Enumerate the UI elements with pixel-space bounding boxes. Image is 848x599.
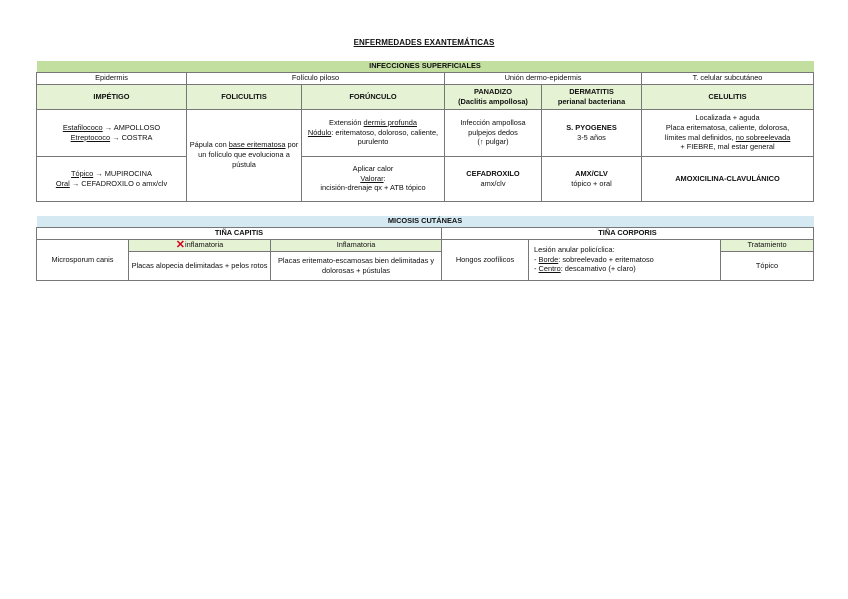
foliculitis-p2: base eritematosa <box>228 140 286 150</box>
forunculo-t2b: : <box>383 173 386 183</box>
panadizo-l2: pulpejos dedos <box>468 127 518 137</box>
infecciones-band: INFECCIONES SUPERFICIALES <box>37 61 814 72</box>
impetigo-ampolloso: → AMPOLLOSO <box>102 122 161 132</box>
header-foliculitis: FOLICULITIS <box>187 84 302 109</box>
hongos-zoofilicos: Hongos zoofílicos <box>442 239 529 280</box>
header-impetigo: IMPÉTIGO <box>37 84 187 109</box>
impetigo-estafilococo: Estafilococo <box>62 122 103 132</box>
tratamiento-topico: Tópico <box>721 251 814 280</box>
panadizo-l1: Infección ampollosa <box>460 117 526 127</box>
impetigo-mupirocina: → MUPIROCINA <box>93 168 152 178</box>
micosis-band: MICOSIS CUTÁNEAS <box>37 216 814 227</box>
foliculitis-p1: Pápula con <box>189 140 229 150</box>
infecciones-table <box>36 61 814 202</box>
dermatitis-subtitle: perianal bacteriana <box>557 96 626 106</box>
forunculo-t1: Aplicar calor <box>352 163 394 173</box>
forunculo-t3: incisión-drenaje qx + ATB tópico <box>320 183 426 193</box>
header-celulitis: CELULITIS <box>642 84 814 109</box>
dermatitis-tratamiento <box>542 156 642 201</box>
celulitis-tratamiento: AMOXICILINA-CLAVULÁNICO <box>642 156 814 201</box>
no-inflamatoria-header <box>129 239 271 251</box>
panadizo-title: PANADIZO <box>473 86 513 96</box>
inflamatoria-desc: Placas eritemato-escamosas bien delimitadas y dolorosas + pústulas <box>271 251 442 280</box>
celulitis-l4: + FIEBRE, mal estar general <box>680 142 775 152</box>
forunculo-l1a: Extensión <box>329 117 364 127</box>
lesion-anular: Lesión anular policíclica: <box>534 244 615 254</box>
no-inflamatoria-label: inflamatoria <box>185 240 224 249</box>
corporis-clinica: Lesión anular policíclica: - Borde: sobreelevado + eritematoso - Centro: descamativo (+ claro) <box>529 239 721 280</box>
group-union: Unión dermo-epidermis <box>445 72 642 84</box>
impetigo-tratamiento <box>37 156 187 201</box>
impetigo-topico: Tópico <box>71 168 94 178</box>
impetigo-costra: → COSTRA <box>110 132 153 142</box>
borde-label: Borde <box>538 254 559 264</box>
forunculo-clinica <box>302 109 445 156</box>
page-title: ENFERMEDADES EXANTEMÁTICAS <box>353 38 495 47</box>
header-dermatitis <box>542 84 642 109</box>
dermatitis-l2: 3-5 años <box>577 132 606 142</box>
tina-capitis-header: TIÑA CAPITIS <box>37 227 442 239</box>
dermatitis-t2: tópico + oral <box>571 178 612 188</box>
tina-corporis-header: TIÑA CORPORIS <box>442 227 814 239</box>
borde-desc: : sobreelevado + eritematoso <box>558 254 654 264</box>
cross-icon: ✕ <box>175 239 185 251</box>
foliculitis-p3: por un folículo que evoluciona a pústula <box>198 140 299 169</box>
impetigo-cefadroxilo: → CEFADROXILO o amx/clv <box>69 178 168 188</box>
panadizo-l3: (↑ pulgar) <box>477 137 509 147</box>
header-panadizo <box>445 84 542 109</box>
header-forunculo: FORÚNCULO <box>302 84 445 109</box>
centro-desc: : descamativo (+ claro) <box>560 264 636 274</box>
group-foliculo: Folículo piloso <box>187 72 445 84</box>
panadizo-subtitle: (Daclitis ampollosa) <box>458 96 528 106</box>
panadizo-t2: amx/clv <box>480 178 506 188</box>
no-inflamatoria-desc: Placas alopecia delimitadas + pelos rotos <box>129 251 271 280</box>
impetigo-oral: Oral <box>55 178 70 188</box>
dermatitis-clinica <box>542 109 642 156</box>
dermatitis-t1: AMX/CLV <box>575 168 608 178</box>
group-tcelular: T. celular subcutáneo <box>642 72 814 84</box>
microsporum-canis: Microsporum canis <box>37 239 129 280</box>
impetigo-estreptococo: Etreptococo <box>70 132 111 142</box>
foliculitis-desc <box>187 109 302 201</box>
dermatitis-title: DERMATITIS <box>569 86 614 96</box>
celulitis-l3a: límites mal definidos, <box>664 132 736 142</box>
forunculo-t2: Valorar <box>360 173 384 183</box>
forunculo-l1b: dermis profunda <box>363 117 417 127</box>
panadizo-tratamiento <box>445 156 542 201</box>
group-epidermis: Epidermis <box>37 72 187 84</box>
celulitis-l2: Placa eritematosa, caliente, dolorosa, <box>665 122 790 132</box>
micosis-table <box>36 216 814 281</box>
celulitis-clinica <box>642 109 814 156</box>
panadizo-t1: CEFADROXILO <box>466 168 520 178</box>
inflamatoria-header: Inflamatoria <box>271 239 442 251</box>
impetigo-etiologia <box>37 109 187 156</box>
celulitis-l3b: no sobreelevada <box>735 132 791 142</box>
celulitis-l1: Localizada + aguda <box>695 112 760 122</box>
tratamiento-header: Tratamiento <box>721 239 814 251</box>
forunculo-tratamiento <box>302 156 445 201</box>
dermatitis-l1: S. PYOGENES <box>566 122 617 132</box>
panadizo-clinica <box>445 109 542 156</box>
forunculo-l2a: Nódulo <box>307 127 332 137</box>
centro-label: Centro <box>538 264 561 274</box>
forunculo-l2b: : eritematoso, doloroso, caliente, purulento <box>331 127 439 147</box>
